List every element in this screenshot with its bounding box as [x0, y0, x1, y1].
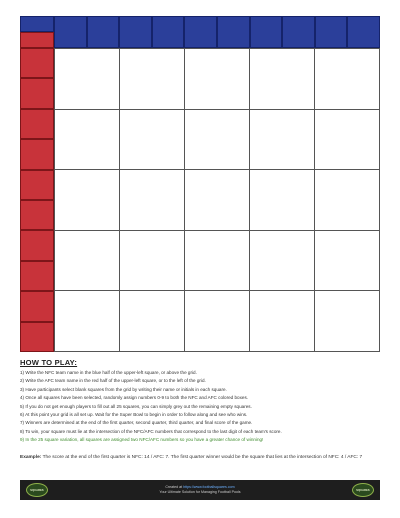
nfc-number-cell[interactable]: [315, 16, 348, 48]
player-square[interactable]: [55, 170, 120, 231]
player-square[interactable]: [315, 291, 380, 352]
how-to-play-section: [20, 358, 382, 445]
rule-line: 2) Write the AFC team name in the red half of the upper-left square, or to the left of the grid.: [20, 378, 206, 384]
site-link[interactable]: https://www.footballsquares.com: [183, 485, 235, 489]
player-square[interactable]: [315, 170, 380, 231]
nfc-number-cell[interactable]: [87, 16, 120, 48]
example-label: Example:: [20, 455, 42, 460]
logo-text: SQUARES: [30, 488, 44, 492]
player-square[interactable]: [250, 49, 315, 110]
logo-text: SQUARES: [356, 488, 370, 492]
afc-number-cell[interactable]: [20, 109, 54, 139]
rule-line: 5) If you do not get enough players to fill out all 25 squares, you can simply grey out the remaining empty squares.: [20, 403, 252, 409]
player-square[interactable]: [315, 231, 380, 292]
player-square[interactable]: [120, 291, 185, 352]
nfc-number-cell[interactable]: [347, 16, 380, 48]
footer-text: [159, 485, 240, 495]
player-square[interactable]: [120, 231, 185, 292]
afc-number-cell[interactable]: [20, 200, 54, 230]
player-square[interactable]: [120, 170, 185, 231]
example-body: The score at the end of the first quarter is NFC: 14 / AFC: 7. The first quarter winner would be the square that lies at the intersection of NFC: 4 / AFC: 7: [41, 455, 363, 460]
nfc-team-half[interactable]: [20, 16, 54, 32]
player-square[interactable]: [185, 291, 250, 352]
player-square[interactable]: [185, 170, 250, 231]
afc-number-cell[interactable]: [20, 78, 54, 108]
football-logo-icon: [352, 483, 374, 497]
nfc-number-cell[interactable]: [152, 16, 185, 48]
player-square[interactable]: [55, 110, 120, 171]
player-square[interactable]: [250, 231, 315, 292]
player-squares: [54, 48, 380, 352]
player-square[interactable]: [55, 231, 120, 292]
player-square[interactable]: [315, 49, 380, 110]
nfc-number-row: [54, 16, 380, 48]
player-square[interactable]: [250, 291, 315, 352]
afc-team-half[interactable]: [20, 32, 54, 48]
squares-grid: [20, 16, 380, 352]
football-logo-icon: [26, 483, 48, 497]
created-prefix: Created at: [165, 485, 184, 489]
player-square[interactable]: [55, 291, 120, 352]
nfc-number-cell[interactable]: [282, 16, 315, 48]
afc-number-cell[interactable]: [20, 291, 54, 321]
afc-number-cell[interactable]: [20, 322, 54, 352]
player-square[interactable]: [250, 110, 315, 171]
afc-number-cell[interactable]: [20, 261, 54, 291]
team-corner-square[interactable]: [20, 16, 54, 48]
player-square[interactable]: [185, 231, 250, 292]
nfc-number-cell[interactable]: [250, 16, 283, 48]
rule-tip-line: 9) In the 25 square variation, all squares are assigned two NFC/AFC numbers so you have a greater chance of winning!: [20, 437, 264, 443]
afc-number-cell[interactable]: [20, 139, 54, 169]
nfc-number-cell[interactable]: [217, 16, 250, 48]
rule-line: 7) Winners are determined at the end of the first quarter, second quarter, third quarter, and final score of the game.: [20, 420, 253, 426]
afc-number-column: [20, 48, 54, 352]
player-square[interactable]: [315, 110, 380, 171]
afc-number-cell[interactable]: [20, 230, 54, 260]
rule-line: 3) Have participants select blank squares from the grid by writing their name or initials in each square.: [20, 386, 227, 392]
player-square[interactable]: [120, 49, 185, 110]
footer-tagline: Your Ultimate Solution for Managing Football Pools: [159, 490, 241, 494]
nfc-number-cell[interactable]: [184, 16, 217, 48]
example-text: [20, 455, 362, 460]
footer-bar: [20, 480, 380, 500]
player-square[interactable]: [120, 110, 185, 171]
rule-line: 6) At this point your grid is all set up. Wait for the Super Bowl to begin in order to follow along and see who wins.: [20, 412, 248, 418]
nfc-number-cell[interactable]: [54, 16, 87, 48]
nfc-number-cell[interactable]: [119, 16, 152, 48]
player-square[interactable]: [185, 110, 250, 171]
rule-line: 8) To win, your square must lie at the intersection of the NFC/AFC numbers that correspond to the last digit of each team's score.: [20, 428, 282, 434]
player-square[interactable]: [250, 170, 315, 231]
afc-number-cell[interactable]: [20, 48, 54, 78]
afc-number-cell[interactable]: [20, 170, 54, 200]
how-to-play-title: HOW TO PLAY:: [20, 358, 78, 367]
player-square[interactable]: [55, 49, 120, 110]
rule-line: 1) Write the NFC team name in the blue half of the upper-left square, or above the grid.: [20, 370, 197, 375]
player-square[interactable]: [185, 49, 250, 110]
rule-line: 4) Once all squares have been selected, randomly assign numbers 0-9 to both the NFC and AFC colored boxes.: [20, 395, 249, 401]
